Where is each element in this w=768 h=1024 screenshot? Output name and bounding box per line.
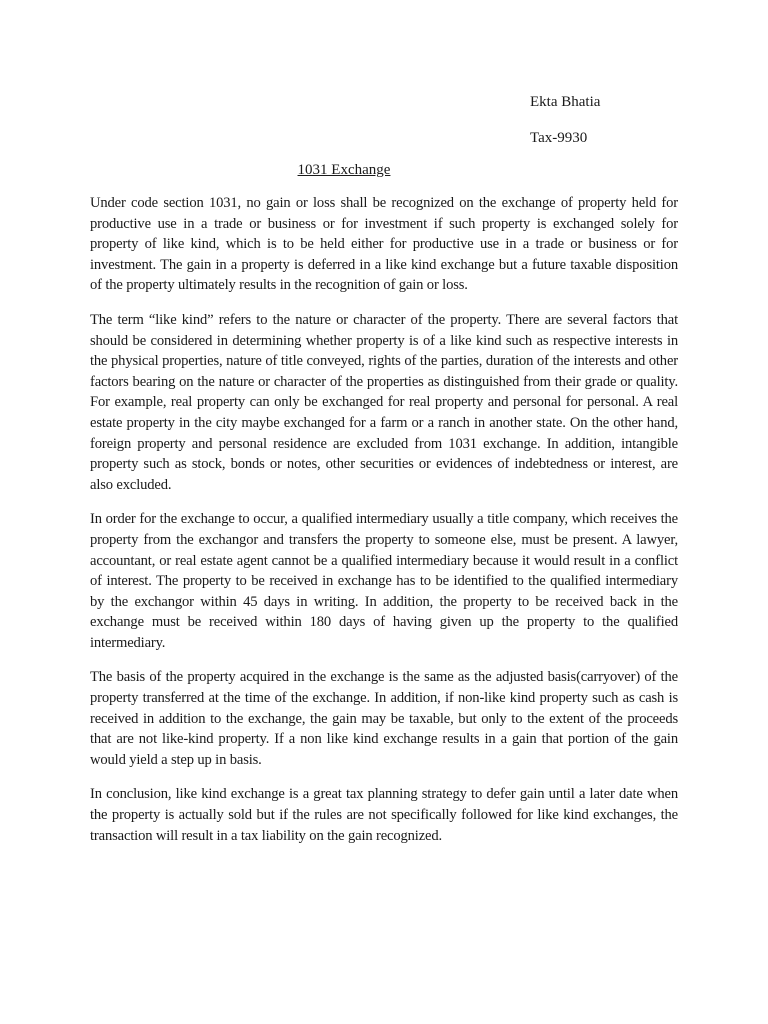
author-name: Ekta Bhatia — [530, 94, 601, 110]
paragraph-intermediary: In order for the exchange to occur, a qualified intermediary usually a title company, which receives the property from the exchangor and transfers the property to someone else, must be present. A lawyer, accountant, or real estate agent cannot be a qualified intermediary because it would result in a conflict of interest. The property to be received in exchange has to be identified to the qualified intermediary by the exchangor within 45 days in writing. In addition, the property to be received back in the exchange must be received within 180 days of having given up the property to the qualified intermediary. — [90, 511, 678, 651]
paragraph-basis: The basis of the property acquired in the exchange is the same as the adjusted basis(carryover) of the property transferred at the time of the exchange. In addition, if non-like kind property such as cash is received in addition to the exchange, the gain may be taxable, but only to the extent of the proceeds that are not like-kind property. If a non like kind exchange results in a gain that portion of the gain would yield a step up in basis. — [90, 669, 678, 768]
paragraph-conclusion: In conclusion, like kind exchange is a great tax planning strategy to defer gain until a later date when the property is actually sold but if the rules are not specifically followed for like kind exchanges, the transaction will result in a tax liability on the gain recognized. — [90, 786, 678, 844]
document-title — [0, 160, 768, 180]
author-block — [530, 92, 600, 164]
course-code: Tax-9930 — [530, 130, 588, 146]
document-title-text: 1031 Exchange — [297, 162, 391, 178]
paragraph-like-kind: The term “like kind” refers to the nature or character of the property. There are several factors that should be considered in determining whether property is of a like kind such as respective interests in the physical properties, nature of title conveyed, rights of the parties, duration of the interests and other factors bearing on the nature or character of the properties as distinguished from their grade or quality. For example, real property can only be exchanged for real property and personal for personal. A real estate property in the city maybe exchanged for a farm or a ranch in another state. On the other hand, foreign property and personal residence are excluded from 1031 exchange. In addition, intangible property such as stock, bonds or notes, other securities or evidences of indebtedness or interest, are also excluded. — [90, 311, 678, 493]
document-body — [90, 193, 678, 860]
paragraph-intro: Under code section 1031, no gain or loss shall be recognized on the exchange of property held for productive use in a trade or business or for investment if such property is exchanged solely for property of like kind, which is to be held either for productive use in a trade or business or for investment. The gain in a property is deferred in a like kind exchange but a future taxable disposition of the property ultimately results in the recognition of gain or loss. — [90, 195, 678, 294]
